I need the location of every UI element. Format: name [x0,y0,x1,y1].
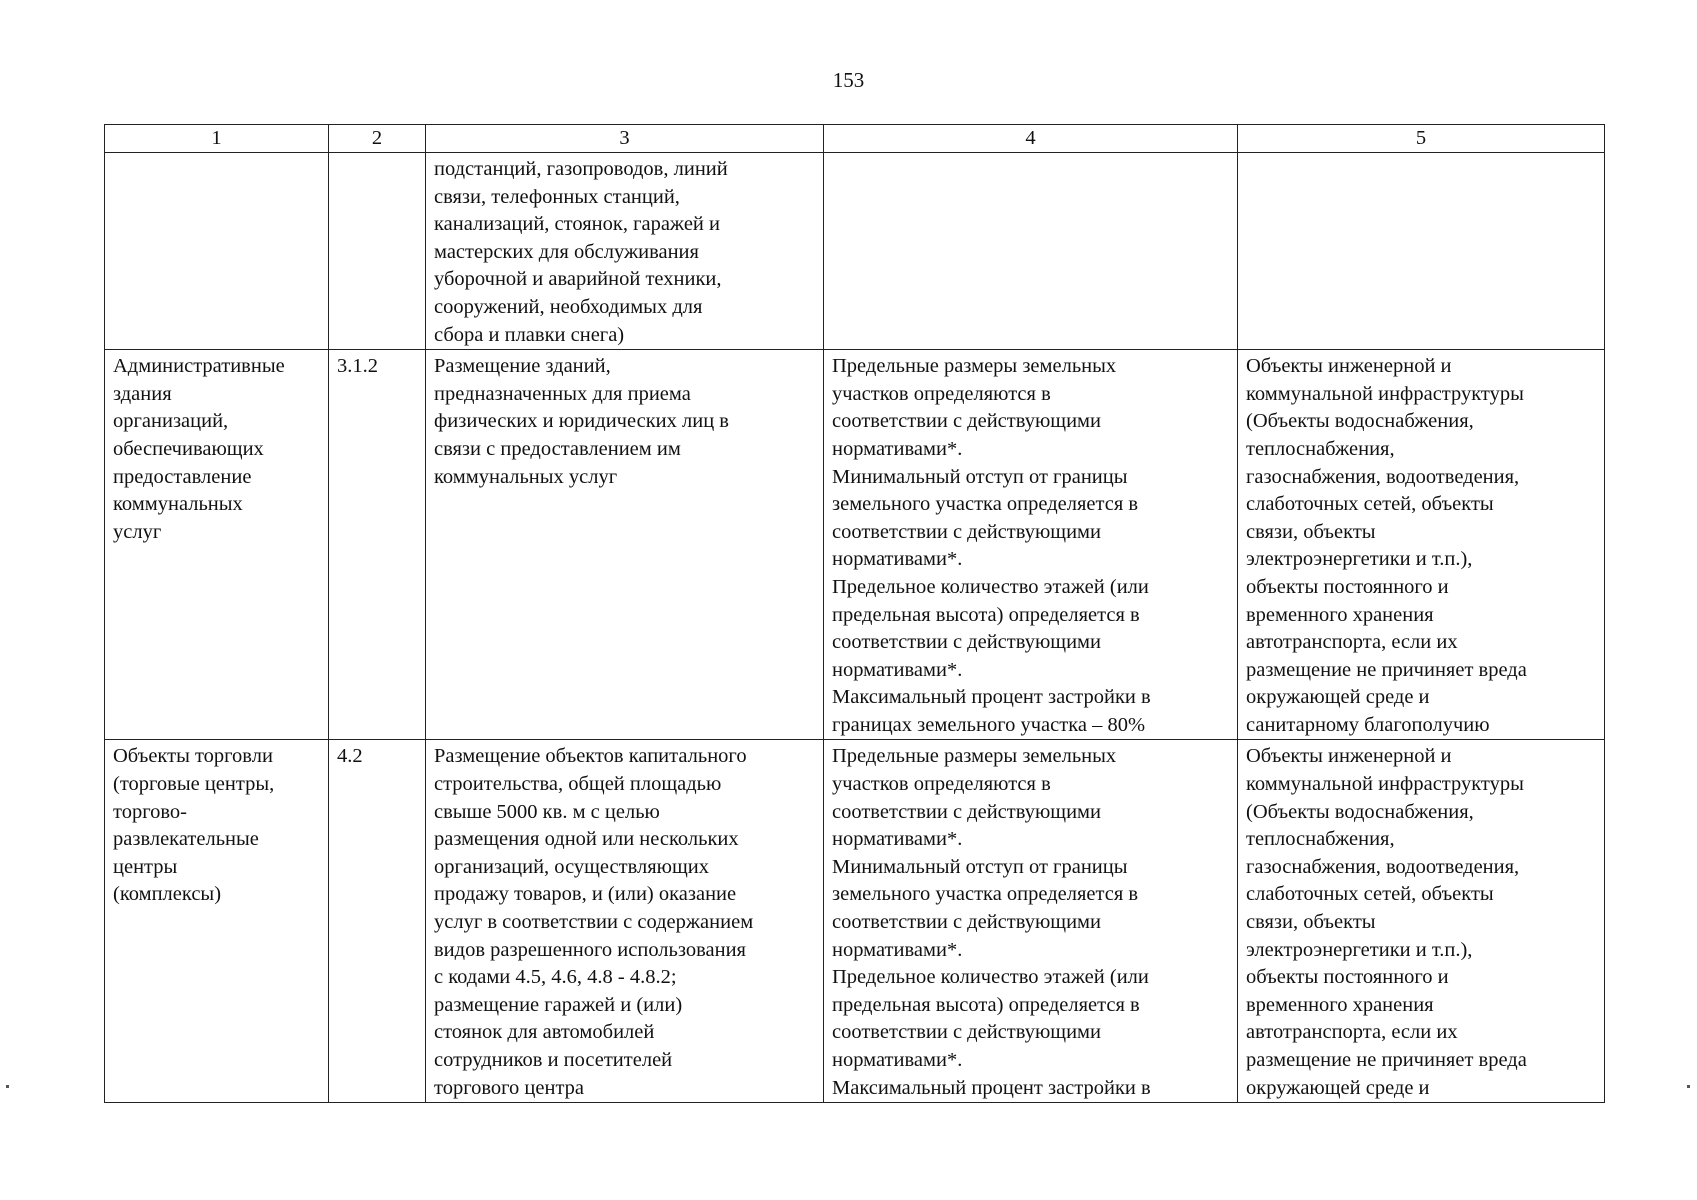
use-type-name-cell [105,153,329,350]
column-header-2: 2 [329,125,426,153]
scan-mark-left [6,1085,9,1088]
use-type-name-cell: Объекты торговли (торговые центры, торгово- развлекательные центры (комплексы) [105,740,329,1103]
column-header-5: 5 [1238,125,1605,153]
column-number-row [105,125,1605,153]
scan-mark-right [1687,1085,1690,1088]
table-row [105,350,1605,740]
parameters-cell [824,153,1238,350]
parameters-cell: Предельные размеры земельных участков определяются в соответствии с действующими нормативами*. Минимальный отступ от границы земельного участка определяется в соответствии с действующими нормативами*. Предельное количество этажей (или предельная высота) определяется в соответствии с действующими нормативами*. Максимальный процент застройки в границах земельного участка – 80% [824,350,1238,740]
column-header-1: 1 [105,125,329,153]
use-type-description-cell: Размещение объектов капитального строительства, общей площадью свыше 5000 кв. м с целью размещения одной или нескольких организаций, осуществляющих продажу товаров, и (или) оказание услуг в соответствии с содержанием видов разрешенного использования с кодами 4.5, 4.6, 4.8 - 4.8.2; размещение гаражей и (или) стоянок для автомобилей сотрудников и посетителей торгового центра [426,740,824,1103]
use-type-code-cell [329,153,426,350]
auxiliary-uses-cell: Объекты инженерной и коммунальной инфраструктуры (Объекты водоснабжения, теплоснабжения, газоснабжения, водоотведения, слаботочных сетей, объекты связи, объекты электроэнергетики и т.п.), объекты постоянного и временного хранения автотранспорта, если их размещение не причиняет вреда окружающей среде и санитарному благополучию [1238,350,1605,740]
auxiliary-uses-cell: Объекты инженерной и коммунальной инфраструктуры (Объекты водоснабжения, теплоснабжения, газоснабжения, водоотведения, слаботочных сетей, объекты связи, объекты электроэнергетики и т.п.), объекты постоянного и временного хранения автотранспорта, если их размещение не причиняет вреда окружающей среде и [1238,740,1605,1103]
parameters-cell: Предельные размеры земельных участков определяются в соответствии с действующими нормативами*. Минимальный отступ от границы земельного участка определяется в соответствии с действующими нормативами*. Предельное количество этажей (или предельная высота) определяется в соответствии с действующими нормативами*. Максимальный процент застройки в [824,740,1238,1103]
column-header-3: 3 [426,125,824,153]
page-number: 153 [832,68,865,92]
land-use-table [104,124,1605,1103]
auxiliary-uses-cell [1238,153,1605,350]
use-type-code-cell: 4.2 [329,740,426,1103]
use-type-code-cell: 3.1.2 [329,350,426,740]
table-row [105,153,1605,350]
use-type-description-cell: Размещение зданий, предназначенных для приема физических и юридических лиц в связи с предоставлением им коммунальных услуг [426,350,824,740]
use-type-description-cell: подстанций, газопроводов, линий связи, телефонных станций, канализаций, стоянок, гаражей и мастерских для обслуживания уборочной и аварийной техники, сооружений, необходимых для сбора и плавки снега) [426,153,824,350]
use-type-name-cell: Административные здания организаций, обеспечивающих предоставление коммунальных услуг [105,350,329,740]
table-row [105,740,1605,1103]
column-header-4: 4 [824,125,1238,153]
